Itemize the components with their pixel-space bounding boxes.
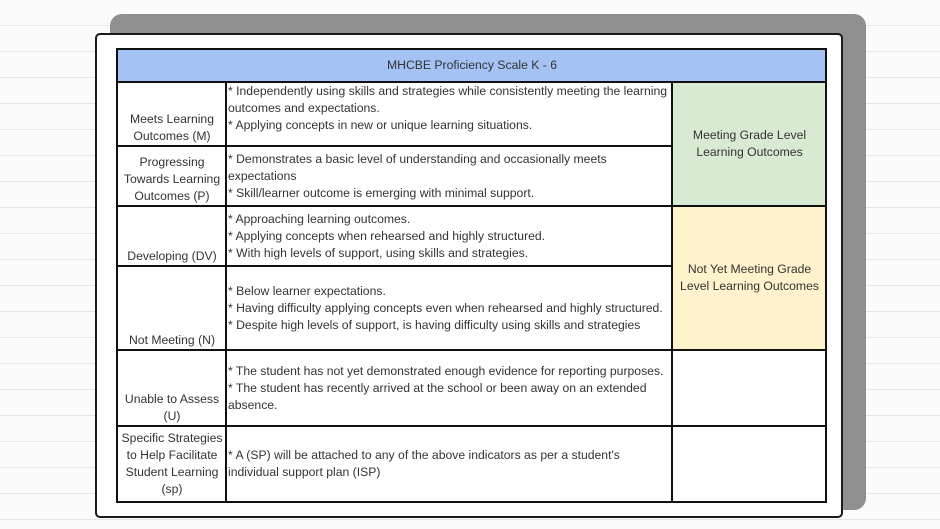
description-line: * Applying concepts when rehearsed and highly structured. (228, 228, 546, 243)
table-title: MHCBE Proficiency Scale K - 6 (117, 49, 826, 82)
level-label: Developing (DV) (117, 206, 226, 266)
level-label: Not Meeting (N) (117, 266, 226, 350)
description-line: * With high levels of support, using skills and strategies. (228, 245, 529, 260)
description-line: * A (SP) will be attached to any of the above indicators as per a student's individual support plan (ISP) (228, 448, 620, 479)
level-description (226, 426, 672, 502)
description-line: * Having difficulty applying concepts even when rehearsed and highly structured. (228, 300, 663, 315)
level-description (226, 146, 672, 206)
description-line: * Applying concepts in new or unique learning situations. (228, 118, 533, 132)
status-empty-cell (672, 350, 826, 426)
level-label: Specific Strategies to Help Facilitate Student Learning (sp) (117, 426, 226, 502)
description-line: * Approaching learning outcomes. (228, 211, 411, 226)
status-empty-cell (672, 426, 826, 502)
level-label: Unable to Assess (U) (117, 350, 226, 426)
description-line: * Skill/learner outcome is emerging with minimal support. (228, 185, 535, 200)
description-line: * Despite high levels of support, is having difficulty using skills and strategies (228, 317, 641, 332)
table-row (117, 426, 826, 502)
level-label: Progressing Towards Learning Outcomes (P) (117, 146, 226, 206)
status-meeting-grade-level: Meeting Grade Level Learning Outcomes (672, 82, 826, 206)
table-row (117, 206, 826, 266)
description-line: * The student has recently arrived at the school or been away on an extended absence. (228, 380, 647, 412)
proficiency-scale-table (116, 48, 827, 503)
description-line: * The student has not yet demonstrated enough evidence for reporting purposes. (228, 363, 664, 378)
level-description (226, 82, 672, 146)
level-description (226, 206, 672, 266)
level-description (226, 266, 672, 350)
status-not-yet-meeting-grade-level: Not Yet Meeting Grade Level Learning Outcomes (672, 206, 826, 350)
title-row (117, 49, 826, 82)
level-description (226, 350, 672, 426)
level-label: Meets Learning Outcomes (M) (117, 82, 226, 146)
table-row (117, 350, 826, 426)
description-line: * Demonstrates a basic level of understanding and occasionally meets expectations (228, 151, 607, 183)
description-line: * Independently using skills and strategies while consistently meeting the learning outcomes and expectations. (228, 84, 668, 115)
table-row (117, 82, 826, 146)
description-line: * Below learner expectations. (228, 283, 386, 298)
